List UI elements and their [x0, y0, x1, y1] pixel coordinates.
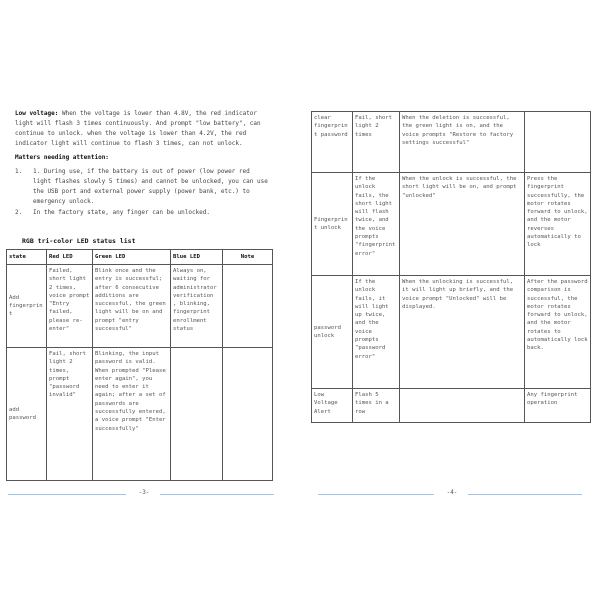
table-cell: Blinking, the input password is valid. When prompted "Please enter again", you need to enter it again; after a set of passwords are successfully entered, a voice prompt "Enter successfully" [93, 348, 171, 481]
page-number: -3- [138, 489, 150, 496]
table-cell [171, 348, 223, 481]
note-2-text: In the factory state, any finger can be unlocked. [33, 209, 211, 216]
table-cell: clear fingerprint password [312, 112, 353, 173]
footer-line [468, 494, 582, 495]
table-cell: If the unlock fails, it will light up twice, and the voice prompts "password error" [353, 276, 400, 389]
table-cell: When the deletion is successful, the green light is on, and the voice prompts "Restore to factory settings successful" [400, 112, 525, 173]
table-cell: Blink once and the entry is successful; after 6 consecutive additions are successful, the green light will be on and prompt "entry successful" [93, 265, 171, 348]
note-1-number: 1. [15, 168, 23, 175]
note-1-text: 1. During use, if the battery is out of power (low power red light flashes slowly 5 times) and cannot be unlocked, you can use the USB port and external power supply (power bank, etc.) to emergency unlock. [33, 168, 268, 205]
table-cell: Fingerprint unlock [312, 173, 353, 276]
table-cell [400, 389, 525, 423]
table-cell: add password [7, 348, 47, 481]
table-cell: Any fingerprint operation [525, 389, 591, 423]
table-cell: Fail, short light 2 times [353, 112, 400, 173]
table-header-row [7, 250, 273, 265]
led-status-table [6, 249, 273, 481]
table-cell: password unlock [312, 276, 353, 389]
table-cell: When the unlocking is successful, it will light up briefly, and the voice prompt "Unlocked" will be displayed. [400, 276, 525, 389]
table-row [312, 389, 591, 423]
table-cell [525, 112, 591, 173]
table-row [7, 265, 273, 348]
footer-line [8, 494, 126, 495]
note-2-number: 2. [15, 209, 23, 216]
table-cell: Always on, waiting for administrator verification , blinking, fingerprint enrollment status [171, 265, 223, 348]
table-cell [223, 348, 273, 481]
table-cell: Low Voltage Alert [312, 389, 353, 423]
table-cell [223, 265, 273, 348]
table-cell: When the unlock is successful, the short light will be on, and prompt "unlocked" [400, 173, 525, 276]
low-voltage-paragraph [15, 109, 273, 149]
header-state: state [7, 250, 47, 265]
matters-heading: Matters needing attention: [15, 154, 109, 161]
table-cell: Fail, short light 2 times, prompt "password invalid" [47, 348, 93, 481]
header-red-led: Red LED [47, 250, 93, 265]
table-row [7, 348, 273, 481]
header-note: Note [223, 250, 273, 265]
table-row [312, 276, 591, 389]
header-blue-led: Blue LED [171, 250, 223, 265]
right-page [300, 0, 600, 600]
page-number: -4- [446, 489, 458, 496]
footer-line [160, 494, 274, 495]
led-status-table-continued [311, 111, 591, 423]
table-cell: If the unlock fails, the short light will flash twice, and the voice prompts "fingerprint error" [353, 173, 400, 276]
table-cell: Failed, short light 2 times, voice prompt "Entry failed, please re-enter" [47, 265, 93, 348]
low-voltage-label: Low voltage: [15, 110, 59, 117]
table-cell: Add fingerprint [7, 265, 47, 348]
table-row [312, 112, 591, 173]
table-cell: After the password comparison is successful, the motor rotates forward to unlock, and the motor rotates to automatically lock back. [525, 276, 591, 389]
table-title: RGB tri-color LED status list [22, 237, 136, 245]
footer-line [318, 494, 434, 495]
low-voltage-text: When the voltage is lower than 4.8V, the red indicator light will flash 3 times continuously. And prompt "low battery", can continue to unlock. when the voltage is lower than 4.2V, the red indicator light will continue to flash 3 times, can not unlock. [15, 110, 261, 147]
table-row [312, 173, 591, 276]
table-cell: Flash 5 times in a row [353, 389, 400, 423]
table-cell: Press the fingerprint successfully, the motor rotates forward to unlock, and the motor reverses automatically to lock [525, 173, 591, 276]
header-green-led: Green LED [93, 250, 171, 265]
